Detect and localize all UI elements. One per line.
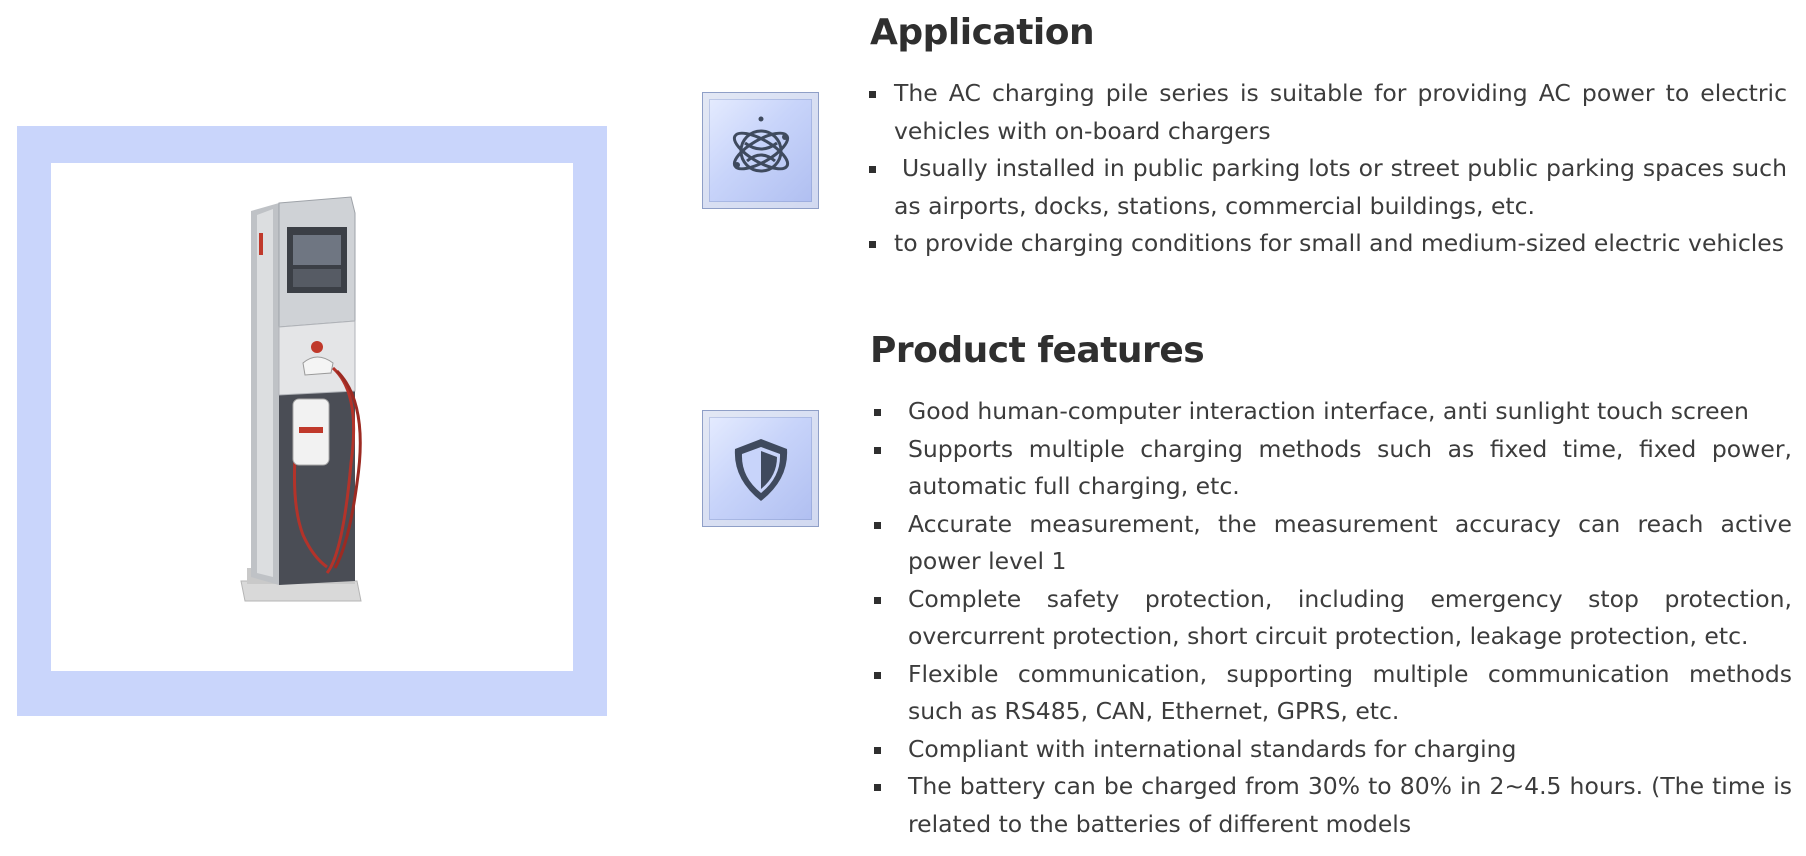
list-item: to provide charging conditions for small and medium-sized electric vehicles [894,225,1787,263]
features-icon-box [702,410,819,527]
list-item: Usually installed in public parking lots or street public parking spaces such as airports, docks, stations, commercial buildings, etc. [894,150,1787,225]
list-item: Complete safety protection, including emergency stop protection, overcurrent protection, short circuit protection, leakage protection, etc. [908,581,1792,656]
product-image-frame [17,126,607,716]
product-features-heading: Product features [870,330,1205,371]
list-item: Accurate measurement, the measurement accuracy can reach active power level 1 [908,506,1792,581]
product-features-list [908,393,1792,843]
charging-pile-illustration [51,163,573,671]
list-item: Supports multiple charging methods such as fixed time, fixed power, automatic full charging, etc. [908,431,1792,506]
globe-atom-icon [725,115,797,187]
shield-icon [725,433,797,505]
application-list [894,75,1795,263]
list-item: The battery can be charged from 30% to 80% in 2~4.5 hours. (The time is related to the batteries of different models [908,768,1792,843]
list-item: Flexible communication, supporting multiple communication methods such as RS485, CAN, Ethernet, GPRS, etc. [908,656,1792,731]
product-image [51,163,573,671]
list-item: Good human-computer interaction interface, anti sunlight touch screen [908,393,1792,431]
list-item: Compliant with international standards for charging [908,731,1792,769]
list-item: The AC charging pile series is suitable for providing AC power to electric vehicles with on-board chargers [894,75,1787,150]
application-icon-box [702,92,819,209]
application-heading: Application [870,12,1095,53]
